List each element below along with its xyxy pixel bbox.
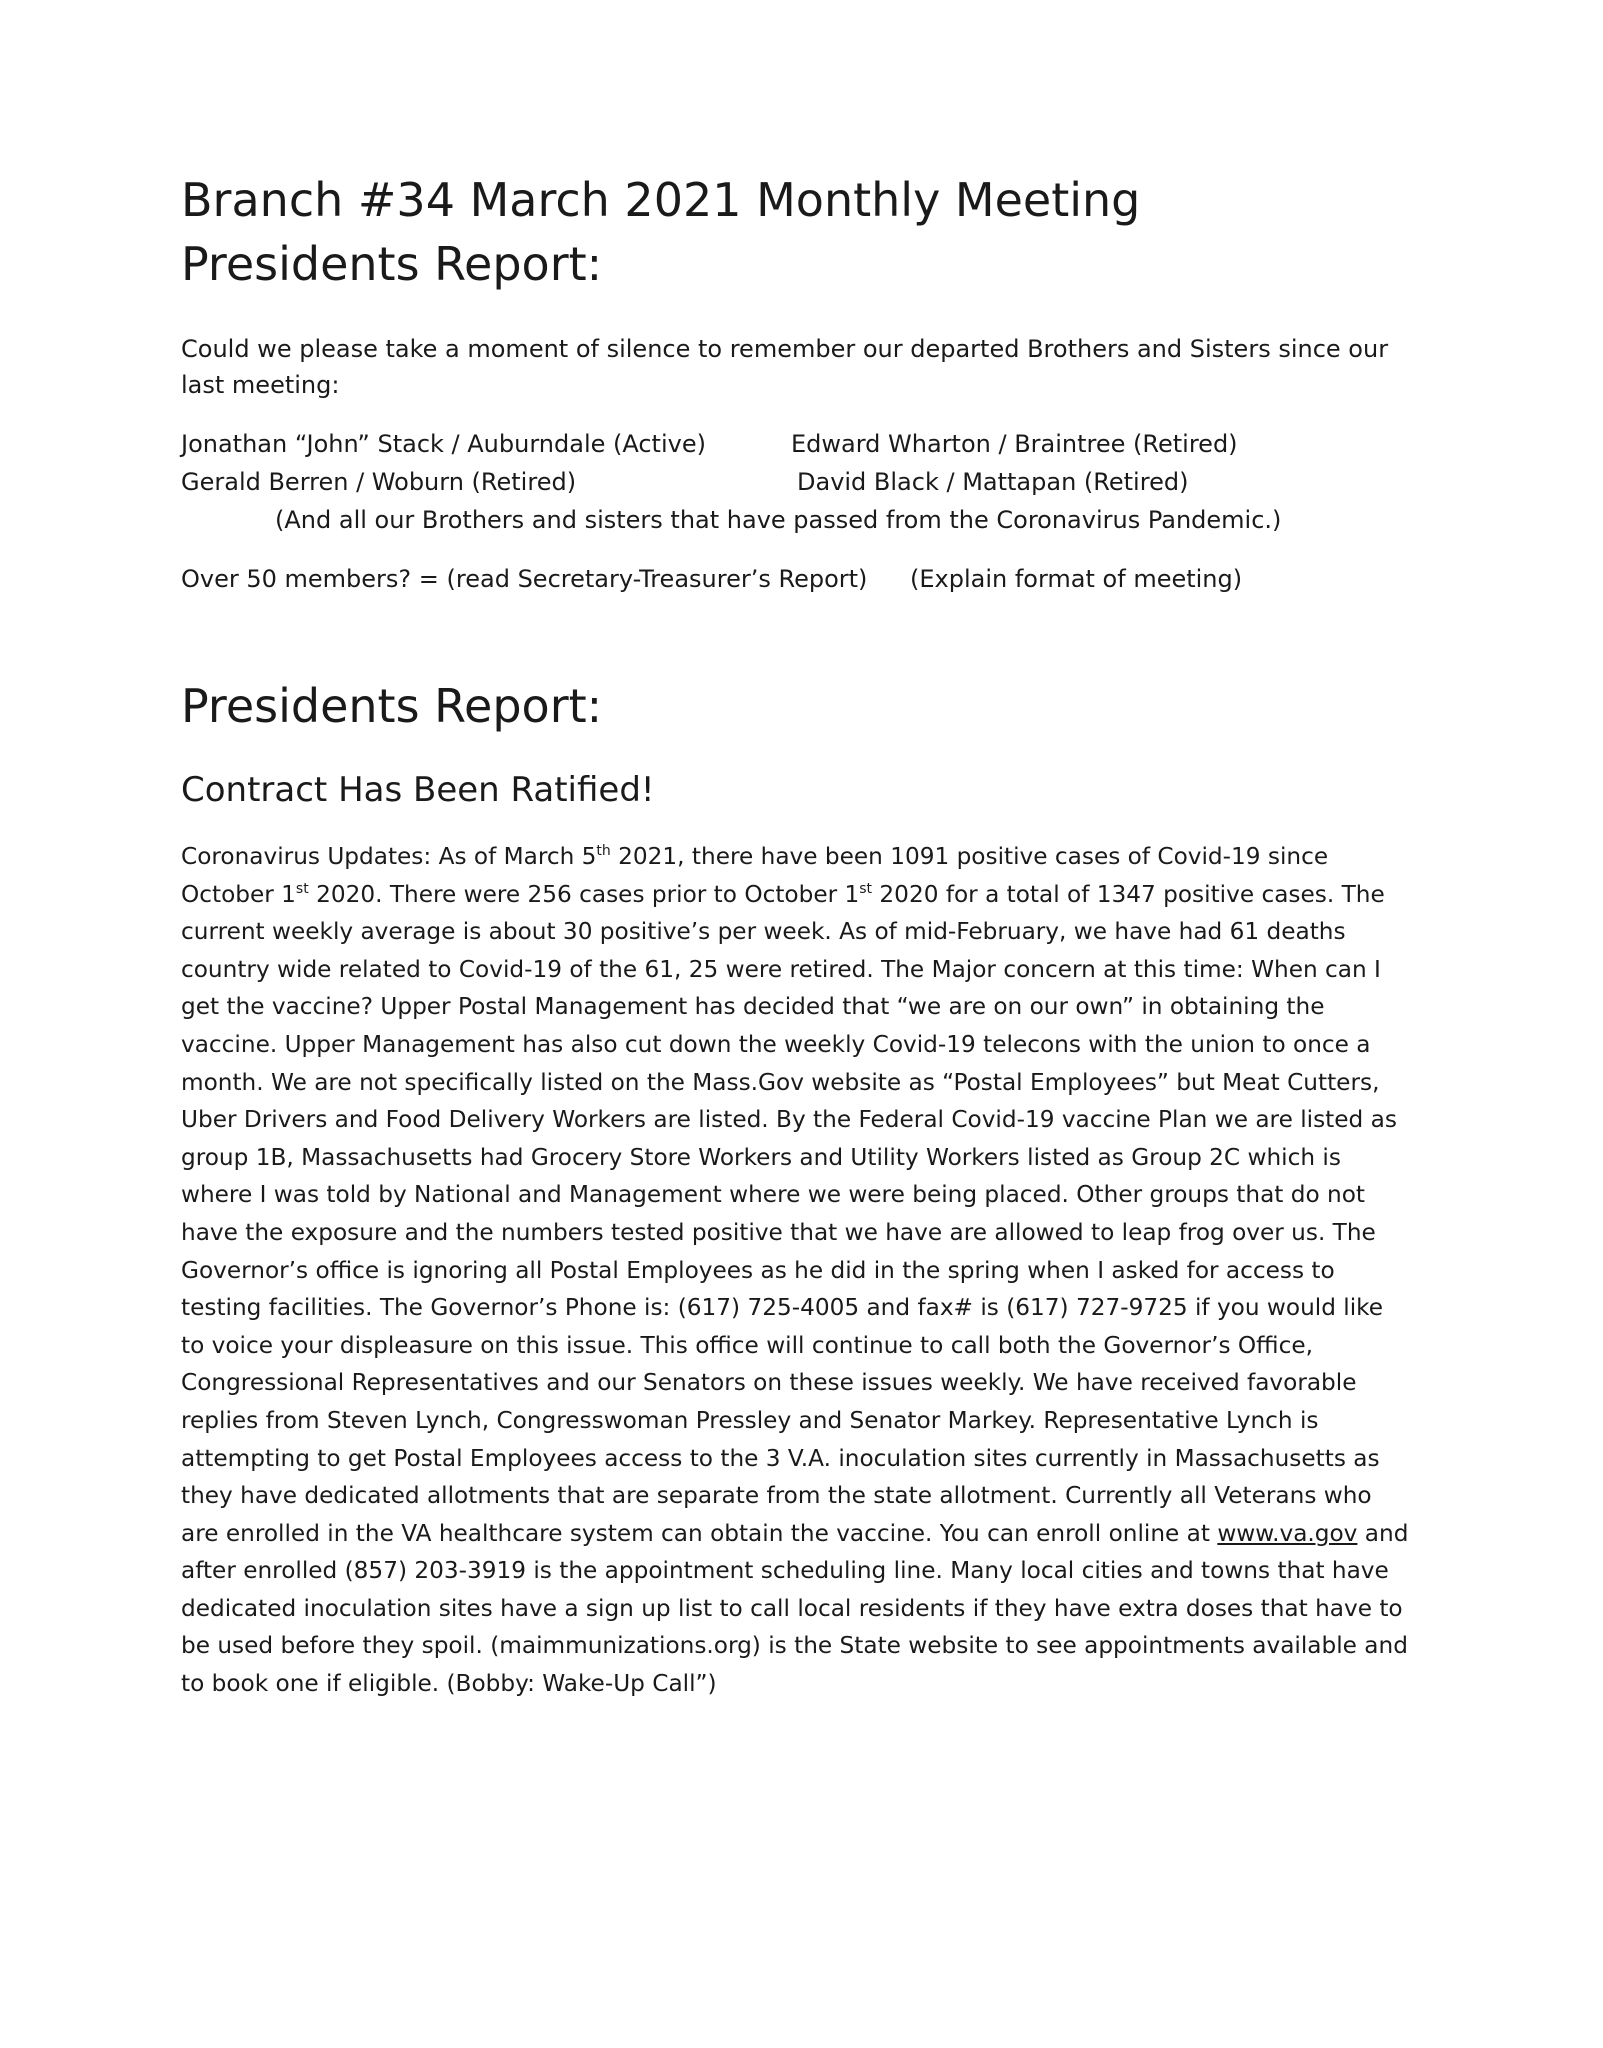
body-text-segment: 2020. There were 256 cases prior to October 1 [308, 880, 860, 908]
body-text-segment: Coronavirus Updates: As of March 5 [181, 843, 597, 870]
memorial-name: Gerald Berren / Woburn (Retired) [181, 468, 577, 496]
contract-headline: Contract Has Been Ratified! [181, 770, 655, 810]
memorial-name: Jonathan “John” Stack / Auburndale (Active) [181, 430, 706, 458]
ordinal-suffix: th [596, 843, 611, 859]
coronavirus-update-paragraph [181, 838, 1413, 1703]
va-website-link[interactable]: www.va.gov [1217, 1519, 1358, 1547]
pandemic-remembrance: (And all our Brothers and sisters that have passed from the Coronavirus Pandemic.) [275, 506, 1282, 534]
section-title: Presidents Report: [181, 679, 603, 733]
moment-of-silence-text: Could we please take a moment of silence to remember our departed Brothers and Sisters since our last meeting: [181, 335, 1389, 399]
ordinal-suffix: st [295, 880, 309, 897]
body-text-segment: and after enrolled (857) 203-3919 is the appointment scheduling line. Many local cities and towns that have dedicated inoculation sites have a sign up list to call local residents if they have extra doses that have to be used before they spoil. (maimmunizations.org) is the State website to see appointments available and to book one if eligible. (Bobby: Wake-Up Call”) [181, 1519, 1409, 1698]
memorial-list [181, 425, 1421, 534]
memorial-row [181, 463, 1421, 501]
body-text-segment: 2020 for a total of 1347 positive cases. The current weekly average is about 30 positive’s per week. As of mid-February, we have had 61 deaths country wide related to Covid-19 of the 61, 25 were retired. The Major concern at this time: When can I get the vaccine? Upper Postal Management has decided that “we are on our own” in obtaining the vaccine. Upper Management has also cut down the weekly Covid-19 telecons with the union to once a month. We are not specifically listed on the Mass.Gov website as “Postal Employees” but Meat Cutters, Uber Drivers and Food Delivery Workers are listed. By the Federal Covid-19 vaccine Plan we are listed as group 1B, Massachusetts had Grocery Store Workers and Utility Workers listed as Group 2C which is where I was told by National and Management where we were being placed. Other groups that do not have the exposure and the numbers tested positive that we have are allowed to leap frog over us. The Governor’s office is ignoring all Postal Employees as he did in the spring when I asked for access to testing facilities. The Governor’s Phone is: (617) 725-4005 and fax# is (617) 727-9725 if you would like to voice your displeasure on this issue. This office will continue to call both the Governor’s Office, Congressional Representatives and our Senators on these issues weekly. We have received favorable replies from Steven Lynch, Congresswoman Pressley and Senator Markey. Representative Lynch is attempting to get Postal Employees access to the 3 V.A. inoculation sites currently in Massachusetts as they have dedicated allotments that are separate from the state allotment. Currently all Veterans who are enrolled in the VA healthcare system can obtain the vaccine. You can enroll online at [181, 880, 1397, 1547]
meeting-notes-line [181, 561, 1421, 597]
memorial-name: Edward Wharton / Braintree (Retired) [791, 430, 1238, 458]
memorial-row [181, 425, 1421, 463]
document-title: Branch #34 March 2021 Monthly Meeting Presidents Report: [181, 173, 1141, 291]
memorial-name: David Black / Mattapan (Retired) [797, 468, 1189, 496]
format-note: (Explain format of meeting) [910, 565, 1243, 593]
members-note: Over 50 members? = (read Secretary-Treasurer’s Report) [181, 565, 868, 593]
body-text-segment: 2021, there have been 1091 positive cases of Covid-19 since October 1 [181, 843, 1329, 908]
ordinal-suffix: st [859, 880, 873, 897]
